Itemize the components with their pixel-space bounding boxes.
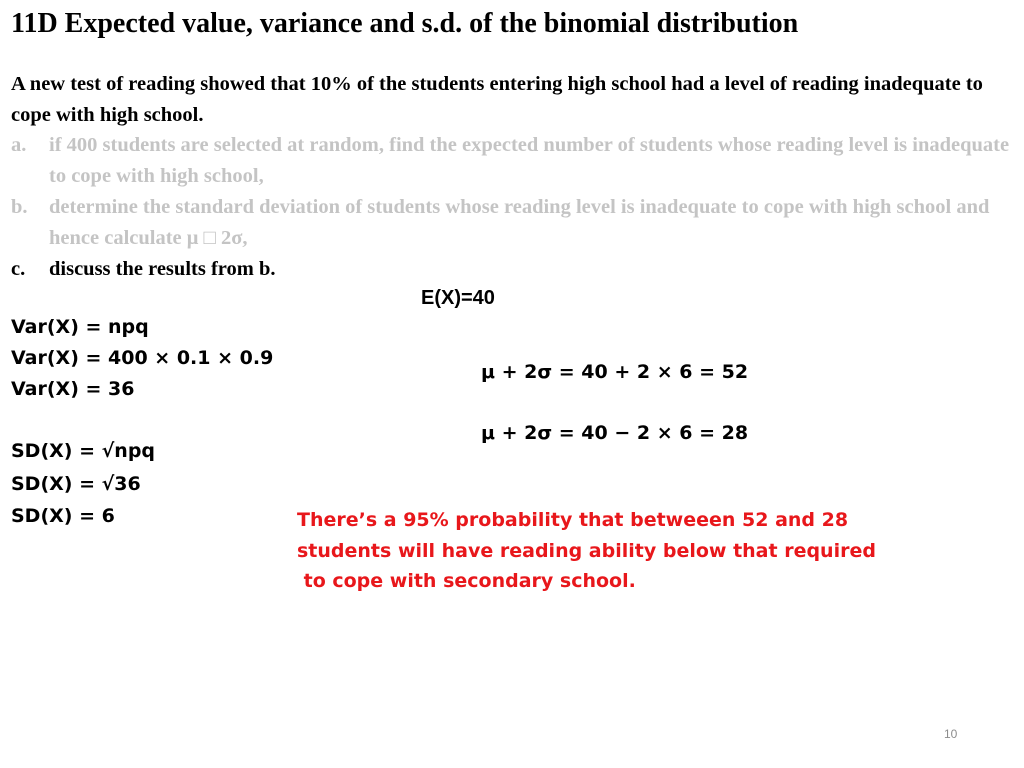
variance-line-1: Var(X) = npq <box>11 316 149 338</box>
variance-line-3: Var(X) = 36 <box>11 378 135 400</box>
slide-title: 11D Expected value, variance and s.d. of the binomial distribution <box>11 8 799 39</box>
conclusion-line-1: There’s a 95% probability that betweeen 52 and 28 <box>297 509 849 531</box>
conclusion-line-2: students will have reading ability below that required <box>297 539 876 562</box>
sd-line-3: SD(X) = 6 <box>11 505 115 527</box>
part-c-marker: c. <box>11 258 26 280</box>
lower-bound-line: μ + 2σ = 40 − 2 × 6 = 28 <box>481 422 749 444</box>
part-b-text: determine the standard deviation of students whose reading level is inadequate to cope with high school and hence calculate μ □ 2σ, <box>49 196 990 249</box>
conclusion-note <box>297 505 997 597</box>
part-c-text: discuss the results from b. <box>49 258 276 280</box>
conclusion-line-3: to cope with secondary school. <box>297 570 636 592</box>
part-a-text: if 400 students are selected at random, find the expected number of students whose reading level is inadequate to cope with high school, <box>49 134 1010 187</box>
part-b-marker: b. <box>11 196 28 218</box>
variance-line-2: Var(X) = 400 × 0.1 × 0.9 <box>11 347 274 369</box>
sd-line-2: SD(X) = √36 <box>11 473 141 495</box>
sd-line-1: SD(X) = √npq <box>11 440 156 462</box>
upper-bound-line: μ + 2σ = 40 + 2 × 6 = 52 <box>481 361 749 383</box>
expected-value: E(X)=40 <box>421 287 495 309</box>
question-intro: A new test of reading showed that 10% of the students entering high school had a level of reading inadequate to cope with high school. <box>11 73 983 126</box>
page-number: 10 <box>944 727 958 741</box>
part-a-marker: a. <box>11 134 27 156</box>
